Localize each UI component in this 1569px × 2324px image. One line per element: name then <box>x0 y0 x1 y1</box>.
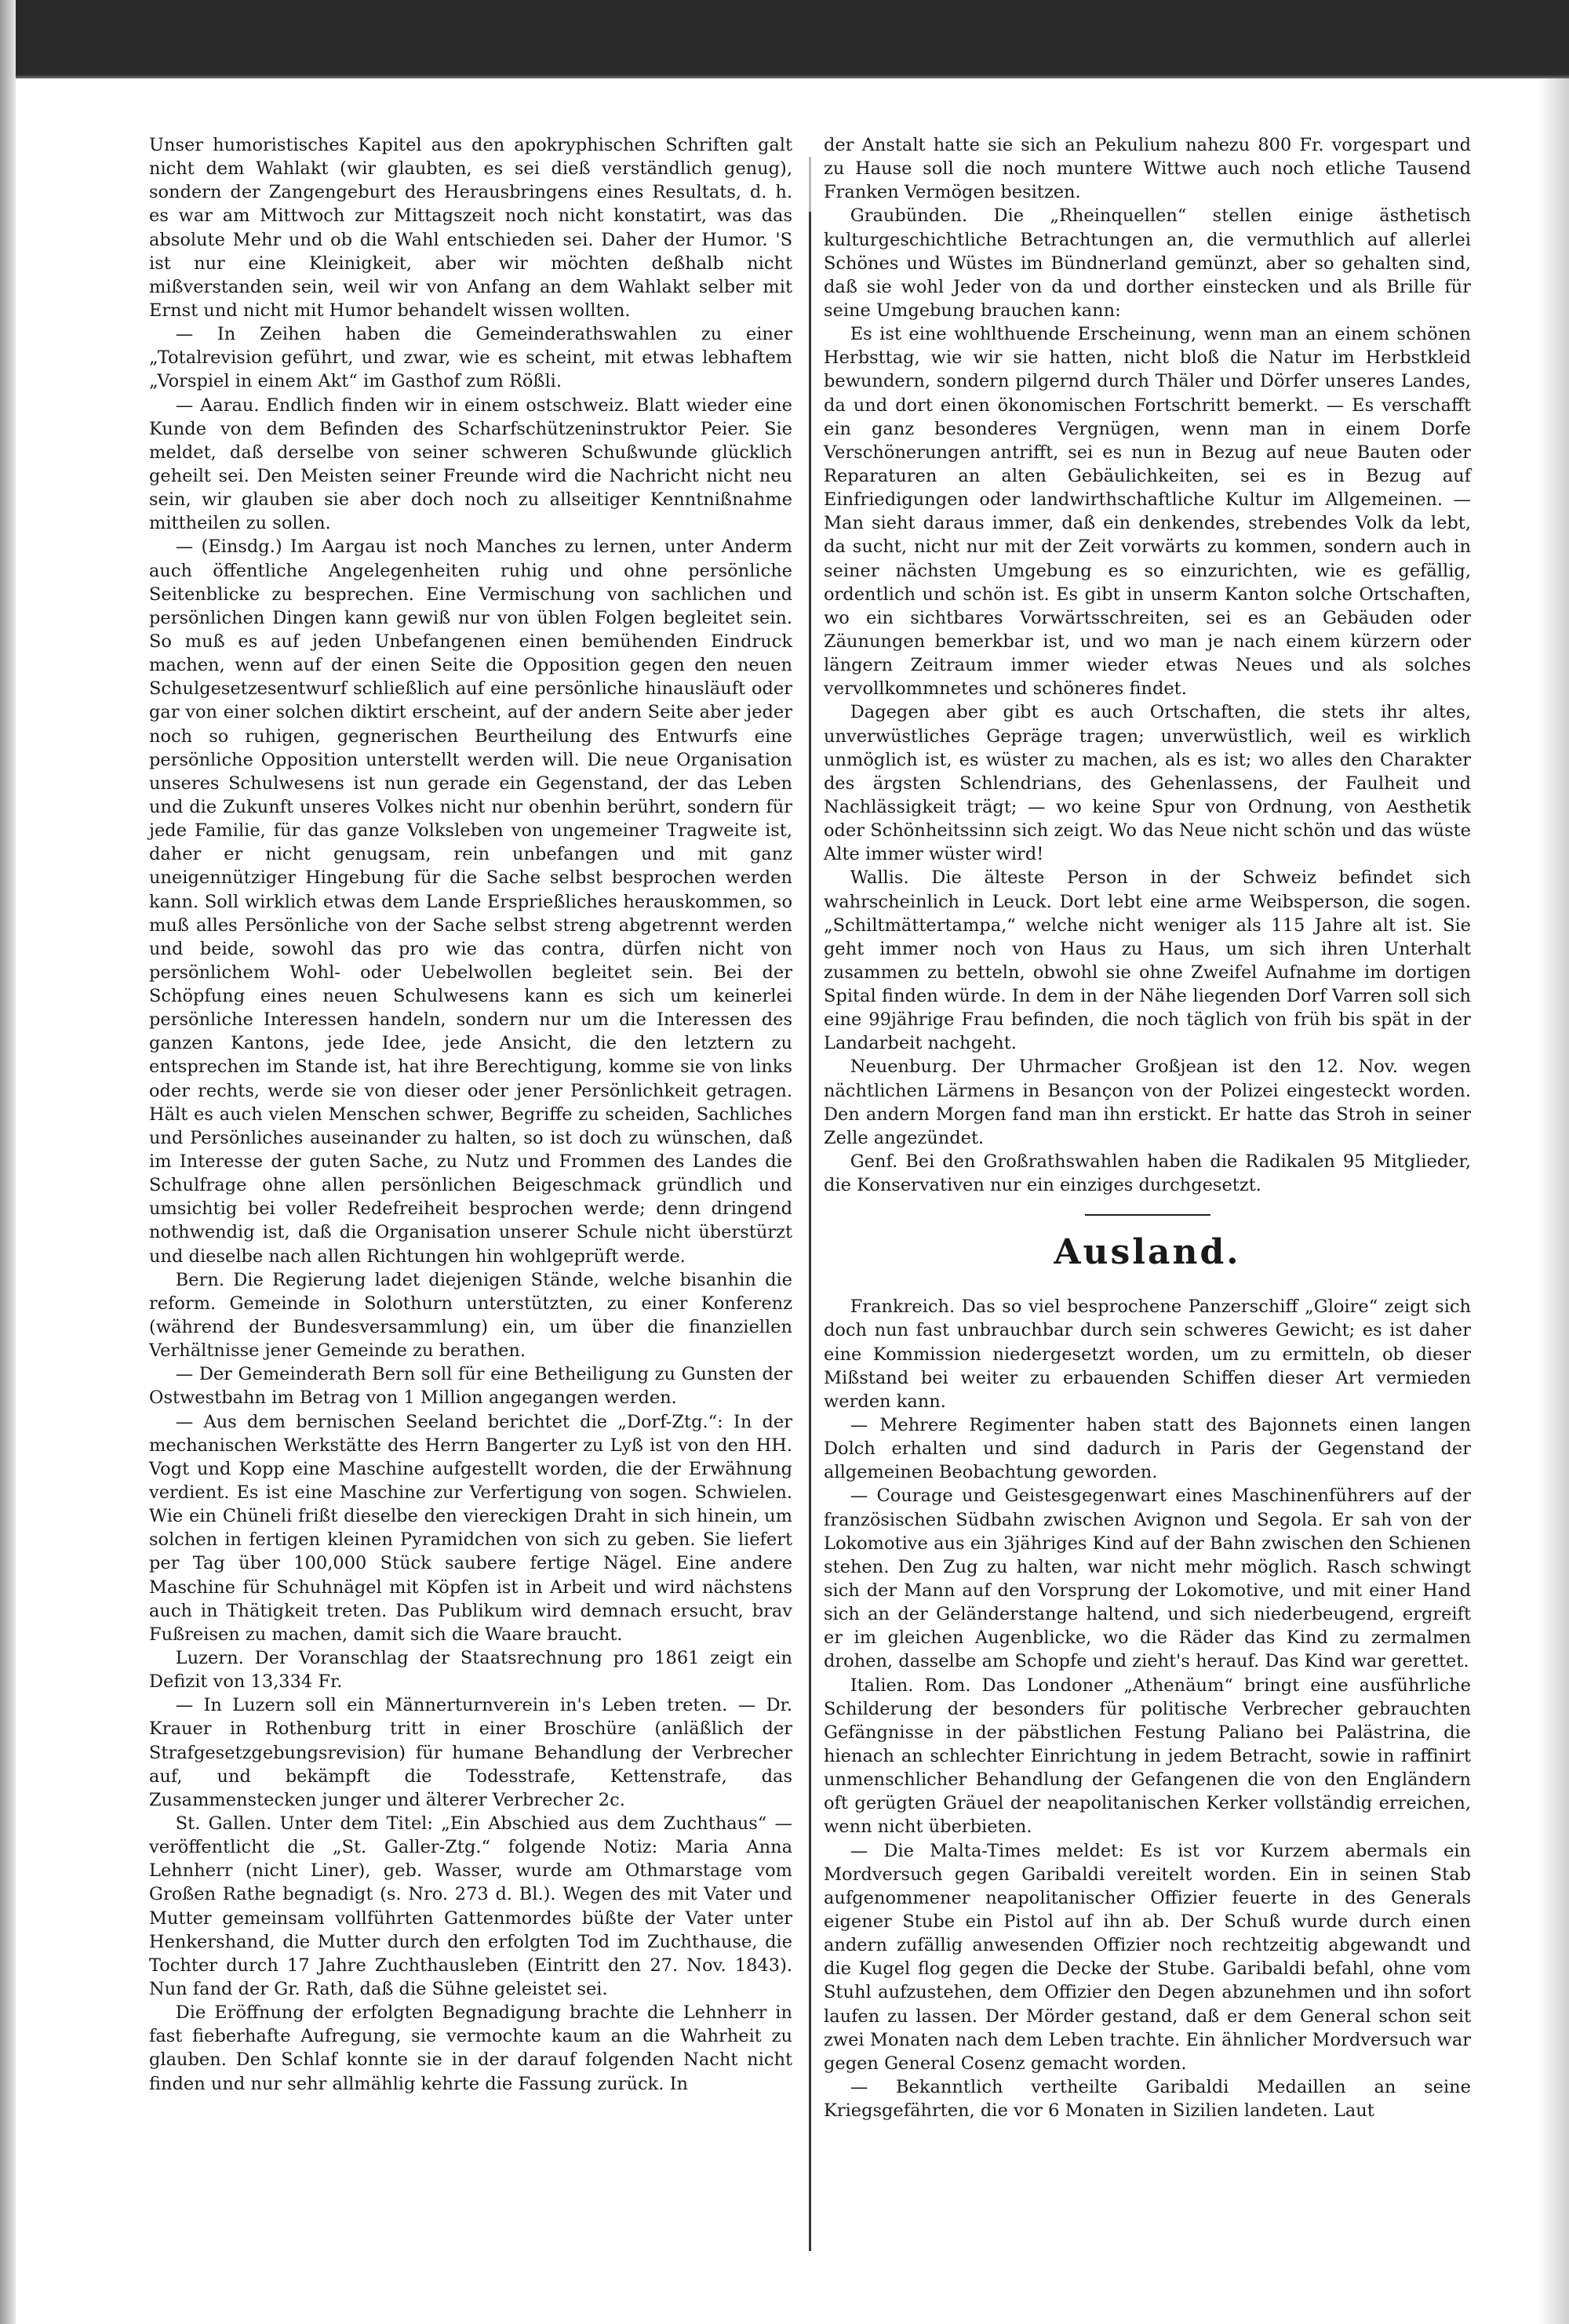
article-paragraph: — Die Malta-Times meldet: Es ist vor Kurzem abermals ein Mordversuch gegen Garibaldi vereitelt worden. Ein in seinen Stab aufgenommener neapolitanischer Offizier feuerte in des Generals eigener Stube ein Pistol auf ihn ab. Der Schuß wurde durch einen andern zufällig anwesenden Offizier noch rechtzeitig abgewandt und die Kugel flog gegen die Decke der Stube. Garibaldi befahl, ohne vom Stuhl aufzustehen, dem Offizier den Degen abzunehmen und ihn sofort laufen zu lassen. Der Mörder gestand, daß er dem General schon seit zwei Monaten nach dem Leben trachte. Ein ähnlicher Mordversuch war gegen General Cosenz gemacht worden. <box>824 1840 1471 2074</box>
article-paragraph: — Aus dem bernischen Seeland berichtet die „Dorf-Ztg.“: In der mechanischen Werkstätte des Herrn Bangerter zu Lyß ist von den HH. Vogt und Kopp eine Maschine aufgestellt worden, die der Erwähnung verdient. Es ist eine Maschine zur Verfertigung von sogen. Schwielen. Wie ein Chüneli frißt dieselbe den viereckigen Draht in sich hinein, um solchen in fertigen kleinen Pyramidchen von sich zu geben. Sie liefert per Tag über 100,000 Stück saubere fertige Nägel. Eine andere Maschine für Schuhnägel mit Köpfen ist in Arbeit und wird nächstens auch in Thätigkeit treten. Das Publikum wird demnach ersucht, brav Fußreisen zu machen, damit sich die Waare braucht. <box>149 1411 792 1645</box>
article-paragraph: St. Gallen. Unter dem Titel: „Ein Abschied aus dem Zuchthaus“ — veröffentlicht die „St. Galler-Ztg.“ folgende Notiz: Maria Anna Lehnherr (nicht Liner), geb. Wasser, wurde am Othmarstage vom Großen Rathe begnadigt (s. Nro. 273 d. Bl.). Wegen des mit Vater und Mutter gemeinsam vollführten Gattenmordes büßte der Vater unter Henkershand, die Mutter durch den erfolgten Tod im Zuchthause, die Tochter durch 17 Jahre Zuchthausleben (Eintritt den 27. Nov. 1843). Nun fand der Gr. Rath, daß die Sühne geleistet sei. <box>149 1813 792 1999</box>
article-paragraph: — Mehrere Regimenter haben statt des Bajonnets einen langen Dolch erhalten und sind dadurch in Paris der Gegenstand der allgemeinen Beobachtung geworden. <box>824 1414 1471 1483</box>
article-paragraph: Luzern. Der Voranschlag der Staatsrechnung pro 1861 zeigt ein Defizit von 13,334 Fr. <box>149 1648 792 1693</box>
article-paragraph: Frankreich. Das so viel besprochene Panzerschiff „Gloire“ zeigt sich doch nun fast unbrauchbar durch sein schweres Gewicht; es ist daher eine Kommission niedergesetzt worden, um zu ermitteln, ob dieser Mißstand bei weiter zu erbauenden Schiffen dieser Art vermieden werden kann. <box>824 1297 1471 1412</box>
article-paragraph: Wallis. Die älteste Person in der Schweiz befindet sich wahrscheinlich in Leuck. Dort lebt eine arme Weibsperson, die sogen. „Schiltmättertampa,“ welche nicht weniger als 115 Jahre alt ist. Sie geht immer noch von Haus zu Haus, um sich ihren Unterhalt zusammen zu betteln, obwohl sie ohne Zweifel Aufnahme im dortigen Spital finden würde. In dem in der Nähe liegenden Dorf Varren soll sich eine 99jährige Frau befinden, die noch täglich von früh bis spät in der Landarbeit nachgeht. <box>824 867 1471 1054</box>
column-divider <box>809 212 811 2251</box>
article-paragraph: — In Luzern soll ein Männerturnverein in's Leben treten. — Dr. Krauer in Rothenburg tritt in einer Broschüre (anläßlich der Strafgesetzgebungsrevision) für humane Behandlung der Verbrecher auf, und bekämpft die Todesstrafe, Kettenstrafe, das Zusammenstecken junger und älterer Verbrecher 2c. <box>149 1695 792 1810</box>
article-paragraph: Neuenburg. Der Uhrmacher Großjean ist den 12. Nov. wegen nächtlichen Lärmens in Besançon von der Polizei eingesteckt worden. Den andern Morgen fand man ihn erstickt. Er hatte das Stroh in seiner Zelle angezündet. <box>824 1057 1471 1148</box>
section-rule <box>1085 1214 1210 1216</box>
column-divider-top <box>809 157 811 212</box>
page-right-shadow <box>1538 78 1569 2324</box>
article-paragraph: Genf. Bei den Großrathswahlen haben die Radikalen 95 Mitglieder, die Konservativen nur ein einziges durchgesetzt. <box>824 1151 1471 1196</box>
article-paragraph: der Anstalt hatte sie sich an Pekulium nahezu 800 Fr. vorgespart und zu Hause soll die noch muntere Wittwe auch noch etliche Tausend Franken Vermögen besitzen. <box>824 135 1471 203</box>
article-paragraph: — Der Gemeinderath Bern soll für eine Betheiligung zu Gunsten der Ostwestbahn im Betrag von 1 Million angegangen werden. <box>149 1364 792 1409</box>
article-paragraph: — In Zeihen haben die Gemeinderathswahlen zu einer „Totalrevision geführt, und zwar, wie es scheint, mit etwas lebhaftem „Vorspiel in einem Akt“ im Gasthof zum Rößli. <box>149 324 792 392</box>
scan-edge-left <box>0 0 16 2324</box>
article-paragraph: Unser humoristisches Kapitel aus den apokryphischen Schriften galt nicht dem Wahlakt (wir glaubten, es sei dieß verständlich genug), sondern der Zangengeburt des Herausbringens eines Resultats, d. h. es war am Mittwoch zur Mittagszeit noch nicht konstatirt, was das absolute Mehr und ob die Wahl entschieden sei. Daher der Humor. 'S ist nur eine Kleinigkeit, aber wir möchten deßhalb nicht mißverstanden sein, weil wir von Anfang an dem Wahlakt selber mit Ernst und nicht mit Humor behandelt wissen wollten. <box>149 135 792 321</box>
section-title-ausland: Ausland. <box>1054 1232 1241 1273</box>
article-paragraph: Dagegen aber gibt es auch Ortschaften, die stets ihr altes, unverwüstliches Gepräge tragen; unverwüstlich, weil es wirklich unmöglich ist, es wüster zu machen, als es ist; wo alles den Charakter des ärgsten Schlendrians, des Gehenlassens, der Faulheit und Nachlässigkeit trägt; — wo keine Spur von Ordnung, von Aesthetik oder Schönheitssinn sich zeigt. Wo das Neue nicht schön und das wüste Alte immer wüster wird! <box>824 702 1471 865</box>
article-paragraph: — Courage und Geistesgegenwart eines Maschinenführers auf der französischen Südbahn zwischen Avignon und Segola. Er sah von der Lokomotive aus ein 3jähriges Kind auf der Bahn zwischen den Schienen stehen. Den Zug zu halten, war nicht mehr möglich. Rasch schwingt sich der Mann auf den Vorsprung der Lokomotive, und mit einer Hand sich an der Geländerstange haltend, und sich niederbeugend, ergreift er im gleichen Augenblicke, wo die Räder das Kind zu zermalmen drohen, dasselbe am Schopfe und zieht's herauf. Das Kind war gerettet. <box>824 1486 1471 1672</box>
article-paragraph: Die Eröffnung der erfolgten Begnadigung brachte die Lehnherr in fast fieberhafte Aufregung, sie vermochte kaum an die Wahrheit zu glauben. Den Schlaf konnte sie in der darauf folgenden Nacht nicht finden und nur sehr allmählig kehrte die Fassung zurück. In <box>149 2002 792 2094</box>
article-paragraph: — Bekanntlich vertheilte Garibaldi Medaillen an seine Kriegsgefährten, die vor 6 Monaten in Sizilien landeten. Laut <box>824 2076 1471 2122</box>
article-paragraph: Es ist eine wohlthuende Erscheinung, wenn man an einem schönen Herbsttag, wie wir sie hatten, nicht bloß die Natur im Herbstkleid bewundern, sondern pilgernd durch Thäler und Dörfer unseres Landes, da und dort einen ökonomischen Fortschritt bemerkt. — Es verschafft ein ganz besonderes Vergnügen, wenn man in einem Dorfe Verschönerungen antrifft, sei es nun in Bezug auf neue Bauten oder Reparaturen an alten Gebäulichkeiten, sei es in Bezug auf Einfriedigungen oder landwirthschaftliche Kultur im Allgemeinen. — Man sieht daraus immer, daß ein denkendes, strebendes Volk da lebt, da sucht, nicht nur mit der Zeit vorwärts zu kommen, sondern auch in seiner nächsten Umgebung es so einzurichten, wie es gefällig, ordentlich und schön ist. Es gibt in unserm Kanton solche Ortschaften, wo ein sichtbares Vorwärtsschreiten, sei es an Gebäuden oder Zäunungen bemerkbar ist, und wo man je nach einem kürzern oder längern Zeitraum immer wieder etwas Neues und als solches vervollkommnetes und schöneres findet. <box>824 324 1471 700</box>
right-column <box>824 133 1471 2122</box>
scan-top-shadow <box>0 0 1569 86</box>
article-paragraph: Italien. Rom. Das Londoner „Athenäum“ bringt eine ausführliche Schilderung der besonders für politische Verbrecher gebrauchten Gefängnisse in der päbstlichen Festung Paliano bei Palästrina, die hienach an schlechter Einrichtung in jedem Betracht, sowie in raffinirt unmenschlicher Behandlung der Gefangenen die von den Engländern oft gerügten Gräuel der neapolitanischen Kerker vollständig erreichen, wenn nicht überbieten. <box>824 1675 1471 1838</box>
left-column <box>149 133 792 2096</box>
newspaper-page <box>16 78 1545 2324</box>
article-paragraph: — (Einsdg.) Im Aargau ist noch Manches zu lernen, unter Anderm auch öffentliche Angelegenheiten ruhig und ohne persönliche Seitenblicke zu besprechen. Eine Vermischung von sachlichen und persönlichen Dingen kann gewiß nur von üblen Folgen begleitet sein. So muß es auf jeden Unbefangenen einen bemühenden Eindruck machen, wenn auf der einen Seite die Opposition gegen den neuen Schulgesetzesentwurf schließlich auf eine persönliche hinausläuft oder gar von einer solchen diktirt erscheint, auf der andern Seite aber jeder noch so ruhigen, gegnerischen Beurtheilung des Entwurfs eine persönliche Opposition unterstellt werden will. Die neue Organisation unseres Schulwesens ist nun gerade ein Gegenstand, der das Leben und die Zukunft unseres Volkes nicht nur obenhin berührt, sondern für jede Familie, für das ganze Volksleben von ungemeiner Tragweite ist, daher er nicht genugsam, rein unbefangen und mit ganz uneigennütziger Hingebung für die Sache selbst besprochen werden kann. Soll wirklich etwas dem Lande Ersprießliches herauskommen, so muß alles Persönliche von der Sache selbst streng abgetrennt werden und beide, sowohl das pro wie das contra, dürfen nicht von persönlichem Wohl- oder Uebelwollen begleitet sein. Bei der Schöpfung eines neuen Schulwesens kann es sich um keinerlei persönliche Interessen handeln, sondern nur um die Interessen des ganzen Kantons, jede Idee, jede Ansicht, die den letztern zu entsprechen im Stande ist, hat ihre Berechtigung, komme sie von links oder rechts, werde sie von dieser oder jener Persönlichkeit getragen. Hält es auch vielen Menschen schwer, Begriffe zu scheiden, Sachliches und Persönliches auseinander zu halten, so ist doch zu wünschen, daß im Interesse der guten Sache, zu Nutz und Frommen des Landes die Schulfrage ohne allen persönlichen Beigeschmack gründlich und umsichtig bei voller Redefreiheit besprochen werde; denn dringend nothwendig ist, daß die Organisation unserer Schule nicht überstürzt und dieselbe nach allen Richtungen hin wohlgeprüft werde. <box>149 536 792 1267</box>
article-paragraph: Bern. Die Regierung ladet diejenigen Stände, welche bisanhin die reform. Gemeinde in Solothurn unterstützten, zu einer Konferenz (während der Bundesversammlung) ein, um über die finanziellen Verhältnisse jener Gemeinde zu berathen. <box>149 1269 792 1362</box>
article-paragraph: Graubünden. Die „Rheinquellen“ stellen einige ästhetisch kulturgeschichtliche Betrachtungen an, die vermuthlich auf allerlei Schönes und Wüstes im Bündnerland gemünzt, aber so gehalten sind, daß sie wohl Jeder von da und dorther einstecken und als Brille für seine Umgebung brauchen kann: <box>824 205 1471 321</box>
article-paragraph: — Aarau. Endlich finden wir in einem ostschweiz. Blatt wieder eine Kunde von dem Befinden des Scharfschützeninstruktor Peier. Sie meldet, daß derselbe von seiner schweren Schußwunde glücklich geheilt sei. Den Meisten seiner Freunde wird die Nachricht nicht neu sein, wir glauben sie aber doch noch zu allseitiger Kenntnißnahme mittheilen zu sollen. <box>149 395 792 534</box>
